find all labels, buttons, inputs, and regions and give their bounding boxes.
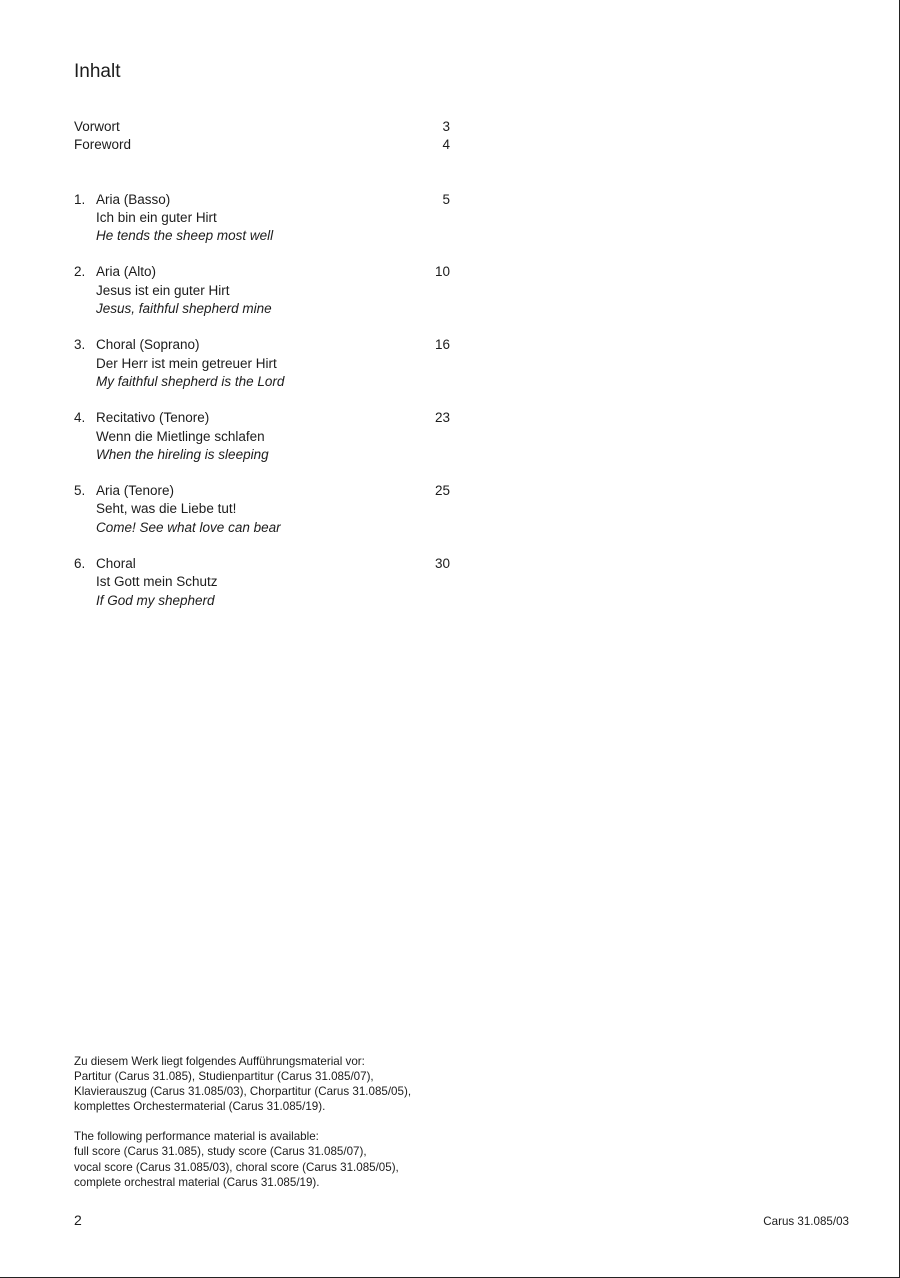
movement-number: 4. bbox=[74, 410, 86, 426]
movement-type: Choral bbox=[96, 556, 136, 572]
movement-type: Aria (Basso) bbox=[96, 191, 171, 207]
movement-number: 1. bbox=[74, 191, 86, 207]
toc-entry-label: Foreword bbox=[74, 137, 132, 153]
toc-movement-2 bbox=[74, 263, 450, 318]
movement-number: 2. bbox=[74, 264, 86, 280]
note-line: full score (Carus 31.085), study score (Carus 31.085/07), bbox=[74, 1145, 367, 1159]
note-line: Partitur (Carus 31.085), Studienpartitur (Carus 31.085/07), bbox=[74, 1070, 374, 1084]
toc-page-number: 4 bbox=[442, 137, 450, 153]
material-note-english bbox=[74, 1129, 574, 1189]
movement-german-title: Ist Gott mein Schutz bbox=[96, 574, 218, 590]
toc-entry-vorwort bbox=[74, 118, 450, 136]
toc-page-number: 10 bbox=[434, 264, 450, 280]
table-of-contents bbox=[74, 118, 450, 628]
movement-english-title: My faithful shepherd is the Lord bbox=[96, 373, 285, 389]
movement-number: 5. bbox=[74, 483, 86, 499]
movement-english-title: Jesus, faithful shepherd mine bbox=[96, 301, 272, 317]
note-line: complete orchestral material (Carus 31.085/19). bbox=[74, 1175, 320, 1189]
movement-english-title: If God my shepherd bbox=[96, 592, 215, 608]
movement-german-title: Jesus ist ein guter Hirt bbox=[96, 282, 230, 298]
movement-number: 6. bbox=[74, 556, 86, 572]
material-note-german bbox=[74, 1054, 574, 1114]
movement-english-title: When the hireling is sleeping bbox=[96, 446, 269, 462]
note-line: The following performance material is available: bbox=[74, 1130, 319, 1144]
front-matter bbox=[74, 118, 450, 155]
toc-movement-3 bbox=[74, 336, 450, 391]
movement-type: Recitativo (Tenore) bbox=[96, 410, 210, 426]
catalog-number: Carus 31.085/03 bbox=[763, 1215, 849, 1228]
toc-movement-6 bbox=[74, 555, 450, 610]
note-line: Klavierauszug (Carus 31.085/03), Chorpartitur (Carus 31.085/05), bbox=[74, 1085, 412, 1099]
movement-number: 3. bbox=[74, 337, 86, 353]
toc-movement-1 bbox=[74, 191, 450, 246]
movement-german-title: Seht, was die Liebe tut! bbox=[96, 501, 237, 517]
toc-page-number: 5 bbox=[442, 191, 450, 207]
toc-movement-4 bbox=[74, 409, 450, 464]
movement-english-title: Come! See what love can bear bbox=[96, 519, 281, 535]
movement-german-title: Der Herr ist mein getreuer Hirt bbox=[96, 355, 277, 371]
note-line: Zu diesem Werk liegt folgendes Aufführungsmaterial vor: bbox=[74, 1055, 365, 1068]
movement-german-title: Wenn die Mietlinge schlafen bbox=[96, 428, 265, 444]
toc-movement-5 bbox=[74, 482, 450, 537]
movement-english-title: He tends the sheep most well bbox=[96, 228, 274, 244]
toc-page-number: 3 bbox=[442, 119, 450, 134]
toc-entry-foreword bbox=[74, 136, 450, 154]
page-title: Inhalt bbox=[74, 61, 121, 82]
note-line: vocal score (Carus 31.085/03), choral score (Carus 31.085/05), bbox=[74, 1160, 399, 1174]
performance-material-notes bbox=[74, 1054, 574, 1205]
note-line: komplettes Orchestermaterial (Carus 31.085/19). bbox=[74, 1100, 326, 1114]
toc-page-number: 30 bbox=[434, 556, 450, 572]
toc-page-number: 16 bbox=[434, 337, 450, 353]
page-number: 2 bbox=[74, 1212, 82, 1228]
movement-type: Aria (Tenore) bbox=[96, 483, 175, 499]
toc-entry-label: Vorwort bbox=[74, 119, 120, 134]
movement-type: Aria (Alto) bbox=[96, 264, 157, 280]
toc-page-number: 23 bbox=[434, 410, 450, 426]
movement-german-title: Ich bin ein guter Hirt bbox=[96, 209, 217, 225]
toc-page-number: 25 bbox=[434, 483, 450, 499]
movement-type: Choral (Soprano) bbox=[96, 337, 200, 353]
